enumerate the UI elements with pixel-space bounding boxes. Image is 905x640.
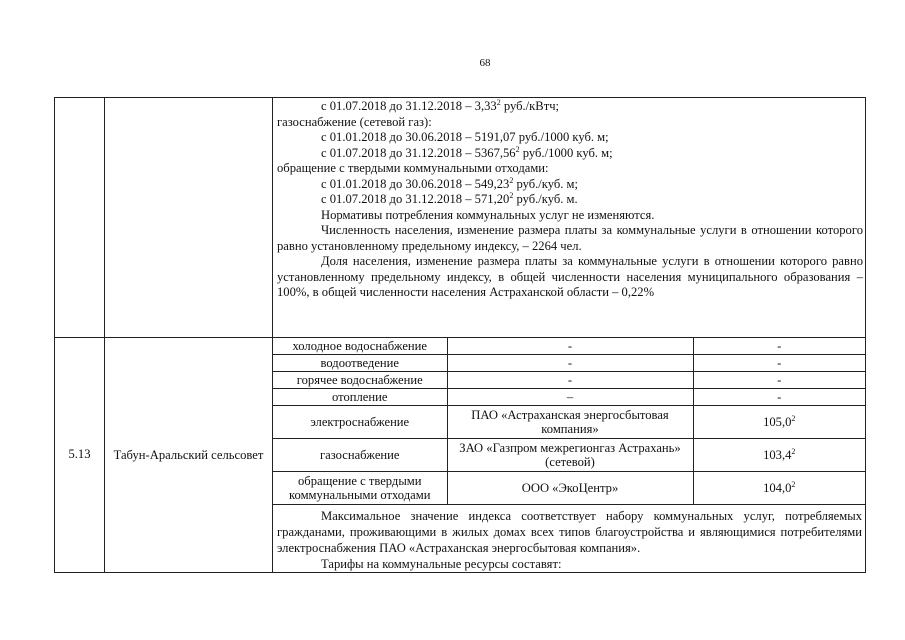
service-row [273, 406, 865, 439]
service-provider: – [447, 389, 693, 406]
page-number: 68 [479, 57, 491, 69]
service-index: 105,0$^2$ [693, 406, 865, 439]
municipality-name-cell: Табун-Аральский сельсовет [105, 338, 273, 573]
services-cell [273, 338, 866, 573]
service-name: холодное водоснабжение [273, 338, 447, 355]
service-name: водоотведение [273, 355, 447, 372]
population-share-paragraph: Доля населения, изменение размера платы за коммунальные услуги в отношении которого равно установленному предельному индексу, в общей численности населения муниципального образования – 100%, в общей численности населения Астраханской области – 0,22% [277, 254, 863, 299]
tariff-line: с 01.07.2018 до 31.12.2018 – 5367,56$^2$ руб./1000 куб. м; [321, 144, 613, 160]
service-row [273, 472, 865, 505]
service-index: 104,0$^2$ [693, 472, 865, 505]
service-name: обращение с твердыми коммунальными отходами [273, 472, 447, 505]
document-table [54, 97, 866, 573]
max-index-paragraph: Максимальное значение индекса соответствует набору коммунальных услуг, потребляемых гражданами, проживающими в жилых домах всех типов благоустройства и являющимися потребителями электроснабжения ПАО «Астраханская энергосбытовая компания». [277, 509, 862, 555]
services-notes [273, 505, 865, 572]
service-row [273, 439, 865, 472]
services-table [273, 338, 865, 505]
service-provider: ЗАО «Газпром межрегионгаз Астрахань» (сетевой) [447, 439, 693, 472]
service-provider: - [447, 372, 693, 389]
service-row [273, 389, 865, 406]
service-provider: ПАО «Астраханская энергосбытовая компания» [447, 406, 693, 439]
tariffs-heading: Тарифы на коммунальные ресурсы составят: [321, 557, 562, 571]
tariff-line: с 01.07.2018 до 31.12.2018 – 571,20$^2$ руб./куб. м. [321, 191, 578, 206]
service-row [273, 338, 865, 355]
row-number-cell [55, 98, 105, 338]
tariff-lines [277, 99, 863, 223]
table-row [55, 338, 866, 573]
population-paragraph: Численность населения, изменение размера платы за коммунальные услуги в отношении которого равно установленному предельному индексу, – 2264 чел. [277, 223, 863, 253]
service-index: - [693, 372, 865, 389]
tariff-line: с 01.07.2018 до 31.12.2018 – 3,33$^2$ руб./кВтч; [321, 98, 560, 113]
service-name: горячее водоснабжение [273, 372, 447, 389]
service-row [273, 372, 865, 389]
service-provider: - [447, 338, 693, 355]
tariff-line: Нормативы потребления коммунальных услуг не изменяются. [321, 207, 655, 222]
municipality-name-cell [105, 98, 273, 338]
tariff-line: с 01.01.2018 до 30.06.2018 – 549,23$^2$ руб./куб. м; [321, 175, 579, 191]
row-number-cell: 5.13 [55, 338, 105, 573]
service-index: - [693, 355, 865, 372]
service-name: отопление [273, 389, 447, 406]
tariff-line: газоснабжение (сетевой газ): [277, 114, 432, 129]
service-name: электроснабжение [273, 406, 447, 439]
service-row [273, 355, 865, 372]
service-index: - [693, 338, 865, 355]
service-provider: ООО «ЭкоЦентр» [447, 472, 693, 505]
service-name: газоснабжение [273, 439, 447, 472]
tariff-line: с 01.01.2018 до 30.06.2018 – 5191,07 руб./1000 куб. м; [321, 130, 609, 144]
tariff-line: обращение с твердыми коммунальными отходами: [277, 161, 549, 175]
service-provider: - [447, 355, 693, 372]
table-row [55, 98, 866, 338]
service-index: 103,4$^2$ [693, 439, 865, 472]
tariff-description-cell [273, 98, 866, 338]
service-index: - [693, 389, 865, 406]
